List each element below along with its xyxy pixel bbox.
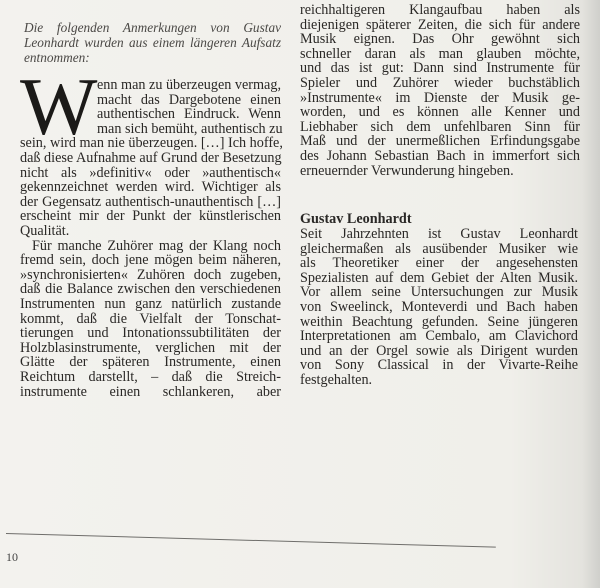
text-line: von Sweelinck, Monteverdi und Bach haben bbox=[300, 299, 578, 315]
text-line: tierungen und Intonationssubtilitäten der bbox=[20, 325, 281, 342]
text-line: schneller daran als man glauben möchte, bbox=[300, 45, 580, 62]
text-line: erscheint mir der Punkt der künstlerischen bbox=[20, 208, 281, 225]
text-line: Leonhardt wurden aus einem längeren Aufsatz bbox=[24, 35, 281, 50]
text-line: und das ist gut: Dann sind Instrumente für bbox=[300, 60, 580, 77]
text-line: »synchronisierten« Zuhören doch zugeben, bbox=[20, 266, 281, 283]
bio-heading: Gustav Leonhardt bbox=[300, 211, 412, 227]
text-line: des Johann Sebastian Bach in immerfort sich bbox=[300, 148, 580, 164]
text-line: der Gegensatz authentisch-unauthentisch […] bbox=[20, 193, 281, 210]
text-line: von Sony Classical in der Vivarte-Reihe bbox=[300, 357, 578, 374]
text-line: Vor allem seine Untersuchungen zur Musik bbox=[300, 284, 578, 301]
text-line: Holzblasinstrumente, verglichen mit der bbox=[20, 339, 281, 356]
text-line: Für manche Zuhörer mag der Klang noch bbox=[32, 237, 281, 254]
text-line: daß die Balance zwischen den verschiedenen bbox=[20, 281, 281, 298]
text-line: Maß und der unermeßlichen Erfindungsgabe bbox=[300, 133, 580, 150]
text-line: weithin Beachtung gefunden. Seine jüngeren bbox=[300, 313, 578, 330]
text-line: festgehalten. bbox=[300, 372, 373, 388]
text-line: man sich bemüht, authentisch zu bbox=[97, 120, 283, 137]
text-line: entnommen: bbox=[24, 50, 90, 65]
text-line: erneuernder Verwunderung hingeben. bbox=[300, 162, 514, 179]
drop-cap: W bbox=[20, 61, 98, 152]
text-line: »Instrumente« im Dienste der Musik ge- bbox=[300, 89, 580, 106]
text-line: diejenigen späterer Zeiten, die sich für andere bbox=[300, 16, 580, 33]
text-line: Musik eignen. Das Ohr gewöhnt sich bbox=[300, 31, 580, 48]
text-line: authentischen Eindruck. Wenn bbox=[97, 106, 281, 123]
text-line: Die folgenden Anmerkungen von Gustav bbox=[24, 20, 281, 35]
text-line: nicht als »definitiv« oder »authentisch« bbox=[20, 164, 281, 181]
text-line: kommt, daß die Vielfalt der Tonschat- bbox=[20, 310, 281, 327]
text-line: instrumente einen schlankeren, aber bbox=[20, 383, 281, 400]
text-line: Spezialisten auf dem Gebiet der Alten Musik. bbox=[300, 269, 578, 286]
text-line: daß diese Aufnahme auf Grund der Besetzung bbox=[20, 150, 282, 166]
text-line: Reichtum darstellt, – daß die Streich- bbox=[20, 369, 281, 385]
text-line: reichhaltigeren Klangaufbau haben als bbox=[300, 2, 580, 18]
text-line: Liebhaber sich dem unfehlbaren Sinn für bbox=[300, 118, 580, 135]
text-line: gekennzeichnet werden wird. Wichtiger als bbox=[20, 179, 281, 196]
text-line: als Theoretiker einer der angesehensten bbox=[300, 255, 578, 272]
text-line: Seit Jahrzehnten ist Gustav Leonhardt bbox=[300, 226, 578, 242]
text-line: fremd sein, doch jene mögen beim näheren, bbox=[20, 252, 281, 269]
text-line: Interpretationen am Cembalo, am Clavichord bbox=[300, 328, 578, 345]
text-line: und an der Orgel sowie als Dirigent wurden bbox=[300, 342, 578, 359]
page-number: 10 bbox=[6, 550, 18, 564]
text-line: sein, wird man nie überzeugen. […] Ich hoffe, bbox=[20, 135, 283, 152]
text-line: worden, und es können alle Kenner und bbox=[300, 104, 580, 121]
text-line: enn man zu überzeugen vermag, bbox=[97, 77, 281, 93]
footer-rule bbox=[6, 533, 496, 548]
text-line: Instrumenten nun ganz natürlich zustande bbox=[20, 296, 281, 312]
text-line: Qualität. bbox=[20, 223, 70, 239]
text-line: Spieler und Zuhörer wieder buchstäblich bbox=[300, 75, 580, 91]
text-line: macht das Dargebotene einen bbox=[97, 91, 281, 108]
text-line: gleichermaßen als ausübender Musiker wie bbox=[300, 240, 578, 257]
text-line: Glätte der späteren Instrumente, einen bbox=[20, 354, 281, 371]
